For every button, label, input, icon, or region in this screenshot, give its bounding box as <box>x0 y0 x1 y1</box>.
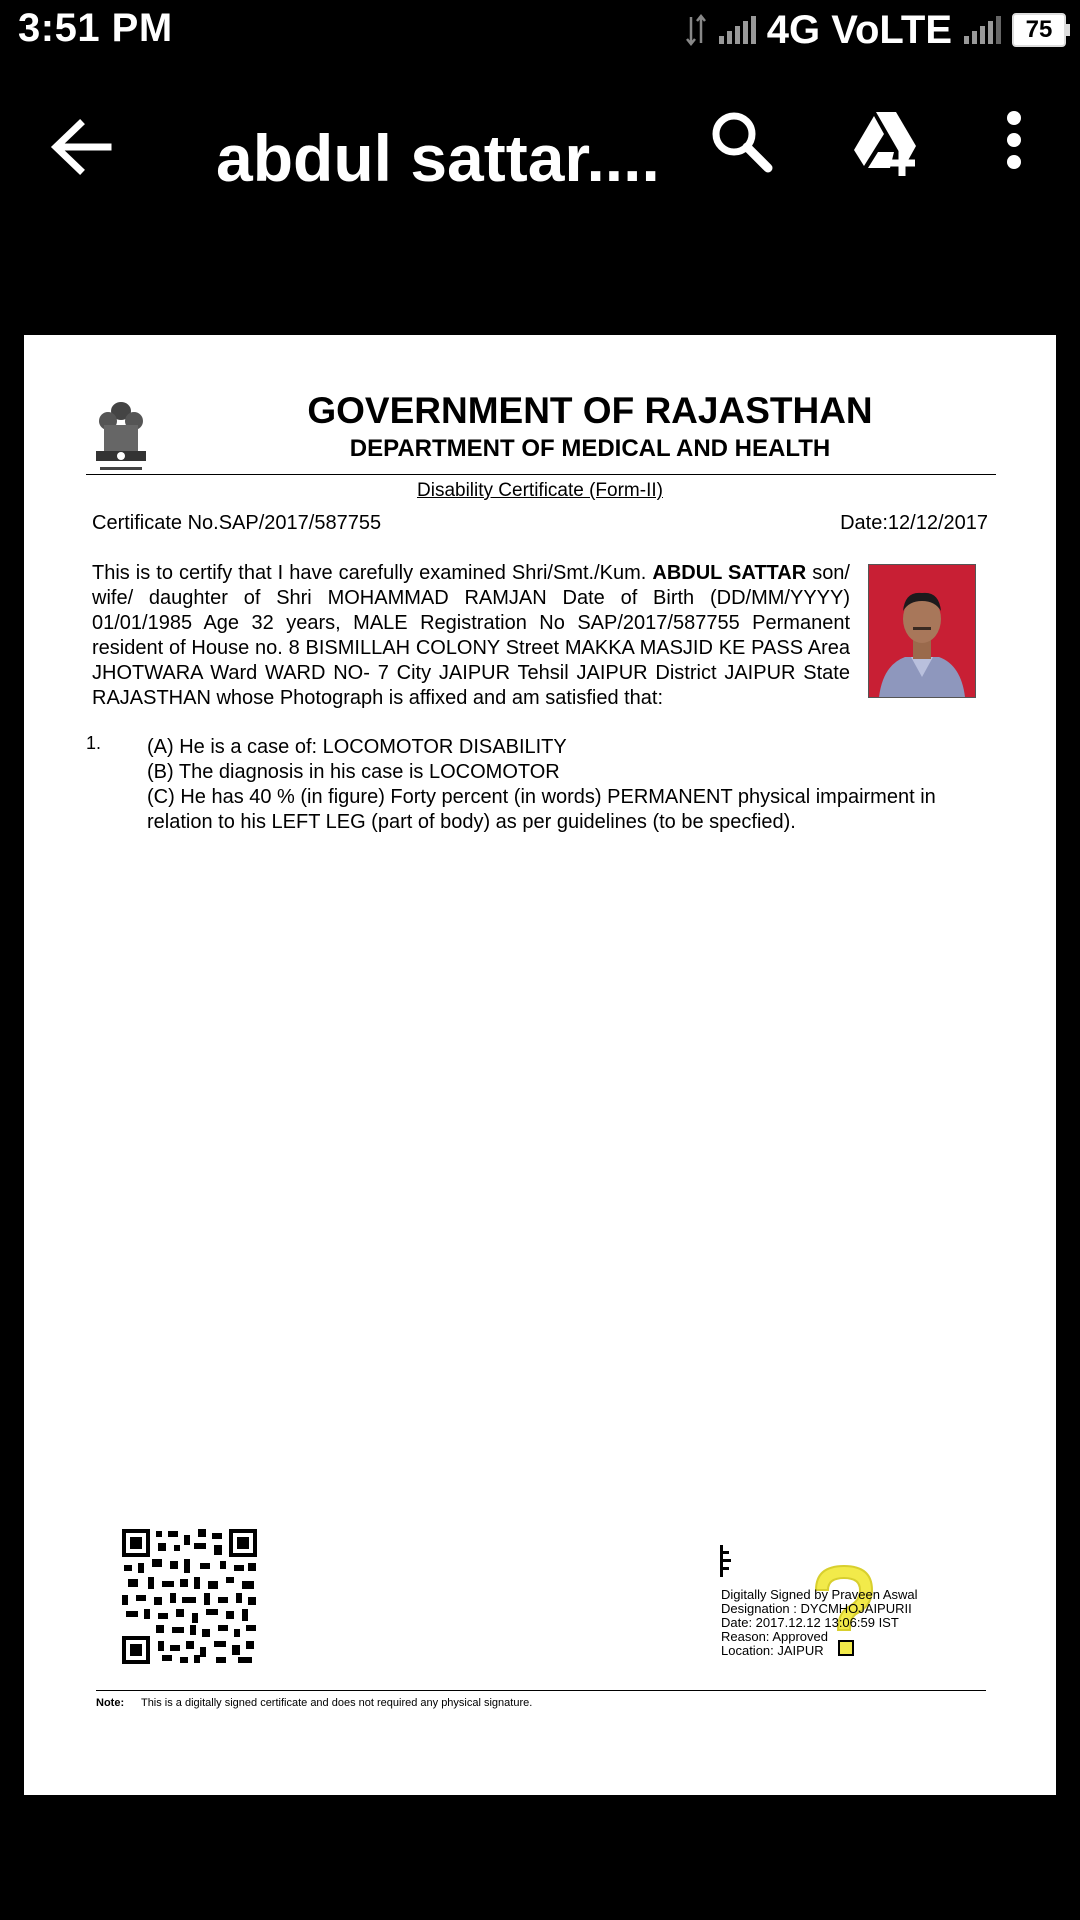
battery-icon <box>1012 13 1066 47</box>
note-divider <box>96 1690 986 1691</box>
digital-signature-block <box>721 1588 918 1658</box>
item-number: 1. <box>86 733 102 753</box>
finding-c-line2: relation to his LEFT LEG (part of body) as per guidelines (to be specfied). <box>147 811 796 833</box>
document-heading: GOVERNMENT OF RAJASTHAN <box>307 390 873 431</box>
document-title: abdul sattar.... <box>216 121 660 195</box>
note-text: This is a digitally signed certificate and does not required any physical signature. <box>140 1697 533 1709</box>
status-time: 3:51 PM <box>18 6 173 50</box>
findings-list <box>147 735 997 835</box>
finding-c-line1: (C) He has 40 % (in figure) Forty percent (in words) PERMANENT physical impairment in <box>147 786 936 808</box>
finding-a: (A) He is a case of: LOCOMOTOR DISABILITY <box>147 736 567 758</box>
data-transfer-icon <box>685 13 707 47</box>
more-vert-icon[interactable] <box>978 106 1050 178</box>
note-label: Note: <box>96 1697 125 1709</box>
certificate-body <box>92 561 850 711</box>
footer-note <box>96 1697 532 1709</box>
qr-code <box>122 1529 257 1664</box>
app-bar <box>0 62 1080 222</box>
body-intro: This is to certify that I have carefully examined Shri/Smt./Kum. <box>92 562 647 584</box>
signal-icon-2 <box>962 14 1002 46</box>
divider <box>86 474 996 475</box>
search-icon[interactable] <box>706 106 778 178</box>
signature-reason: Reason: Approved <box>721 1629 828 1644</box>
document-subheading: DEPARTMENT OF MEDICAL AND HEALTH <box>349 435 831 462</box>
patient-photo <box>868 564 976 698</box>
signature-date: Date: 2017.12.12 13:06:59 IST <box>721 1615 899 1630</box>
form-title: Disability Certificate (Form-II) <box>417 480 663 501</box>
signature-signer: Digitally Signed by Praveen Aswal <box>721 1587 918 1602</box>
status-bar <box>0 0 1080 62</box>
finding-b: (B) The diagnosis in his case is LOCOMOTOR <box>147 761 560 783</box>
signature-mark <box>720 1545 734 1577</box>
document-page[interactable] <box>24 335 1056 1795</box>
back-arrow-icon[interactable] <box>46 112 116 182</box>
signature-designation: Designation : DYCMHOJAIPURII <box>721 1601 912 1616</box>
certificate-number: Certificate No.SAP/2017/587755 <box>92 512 382 534</box>
certificate-date: Date:12/12/2017 <box>840 512 988 534</box>
battery-level: 75 <box>1025 16 1053 43</box>
status-indicators <box>685 6 1066 54</box>
patient-name: ABDUL SATTAR <box>652 562 807 584</box>
signature-location: Location: JAIPUR <box>721 1643 824 1658</box>
drive-add-icon[interactable] <box>850 106 922 178</box>
body-details: son/ wife/ daughter of Shri MOHAMMAD RAMJAN Date of Birth (DD/MM/YYYY) 01/01/1985 Age 32 years, MALE Registration No SAP/2017/587755 Permanent resident of House no. 8 BISMILLAH COLONY Street MAKKA MASJID KE PASS Area JHOTWARA Ward WARD NO- 7 City JAIPUR Tehsil JAIPUR District JAIPUR State RAJASTHAN whose Photograph is affixed and am satisfied that: <box>92 562 850 709</box>
signal-icon <box>717 14 757 46</box>
network-type: 4G VoLTE <box>766 7 952 52</box>
